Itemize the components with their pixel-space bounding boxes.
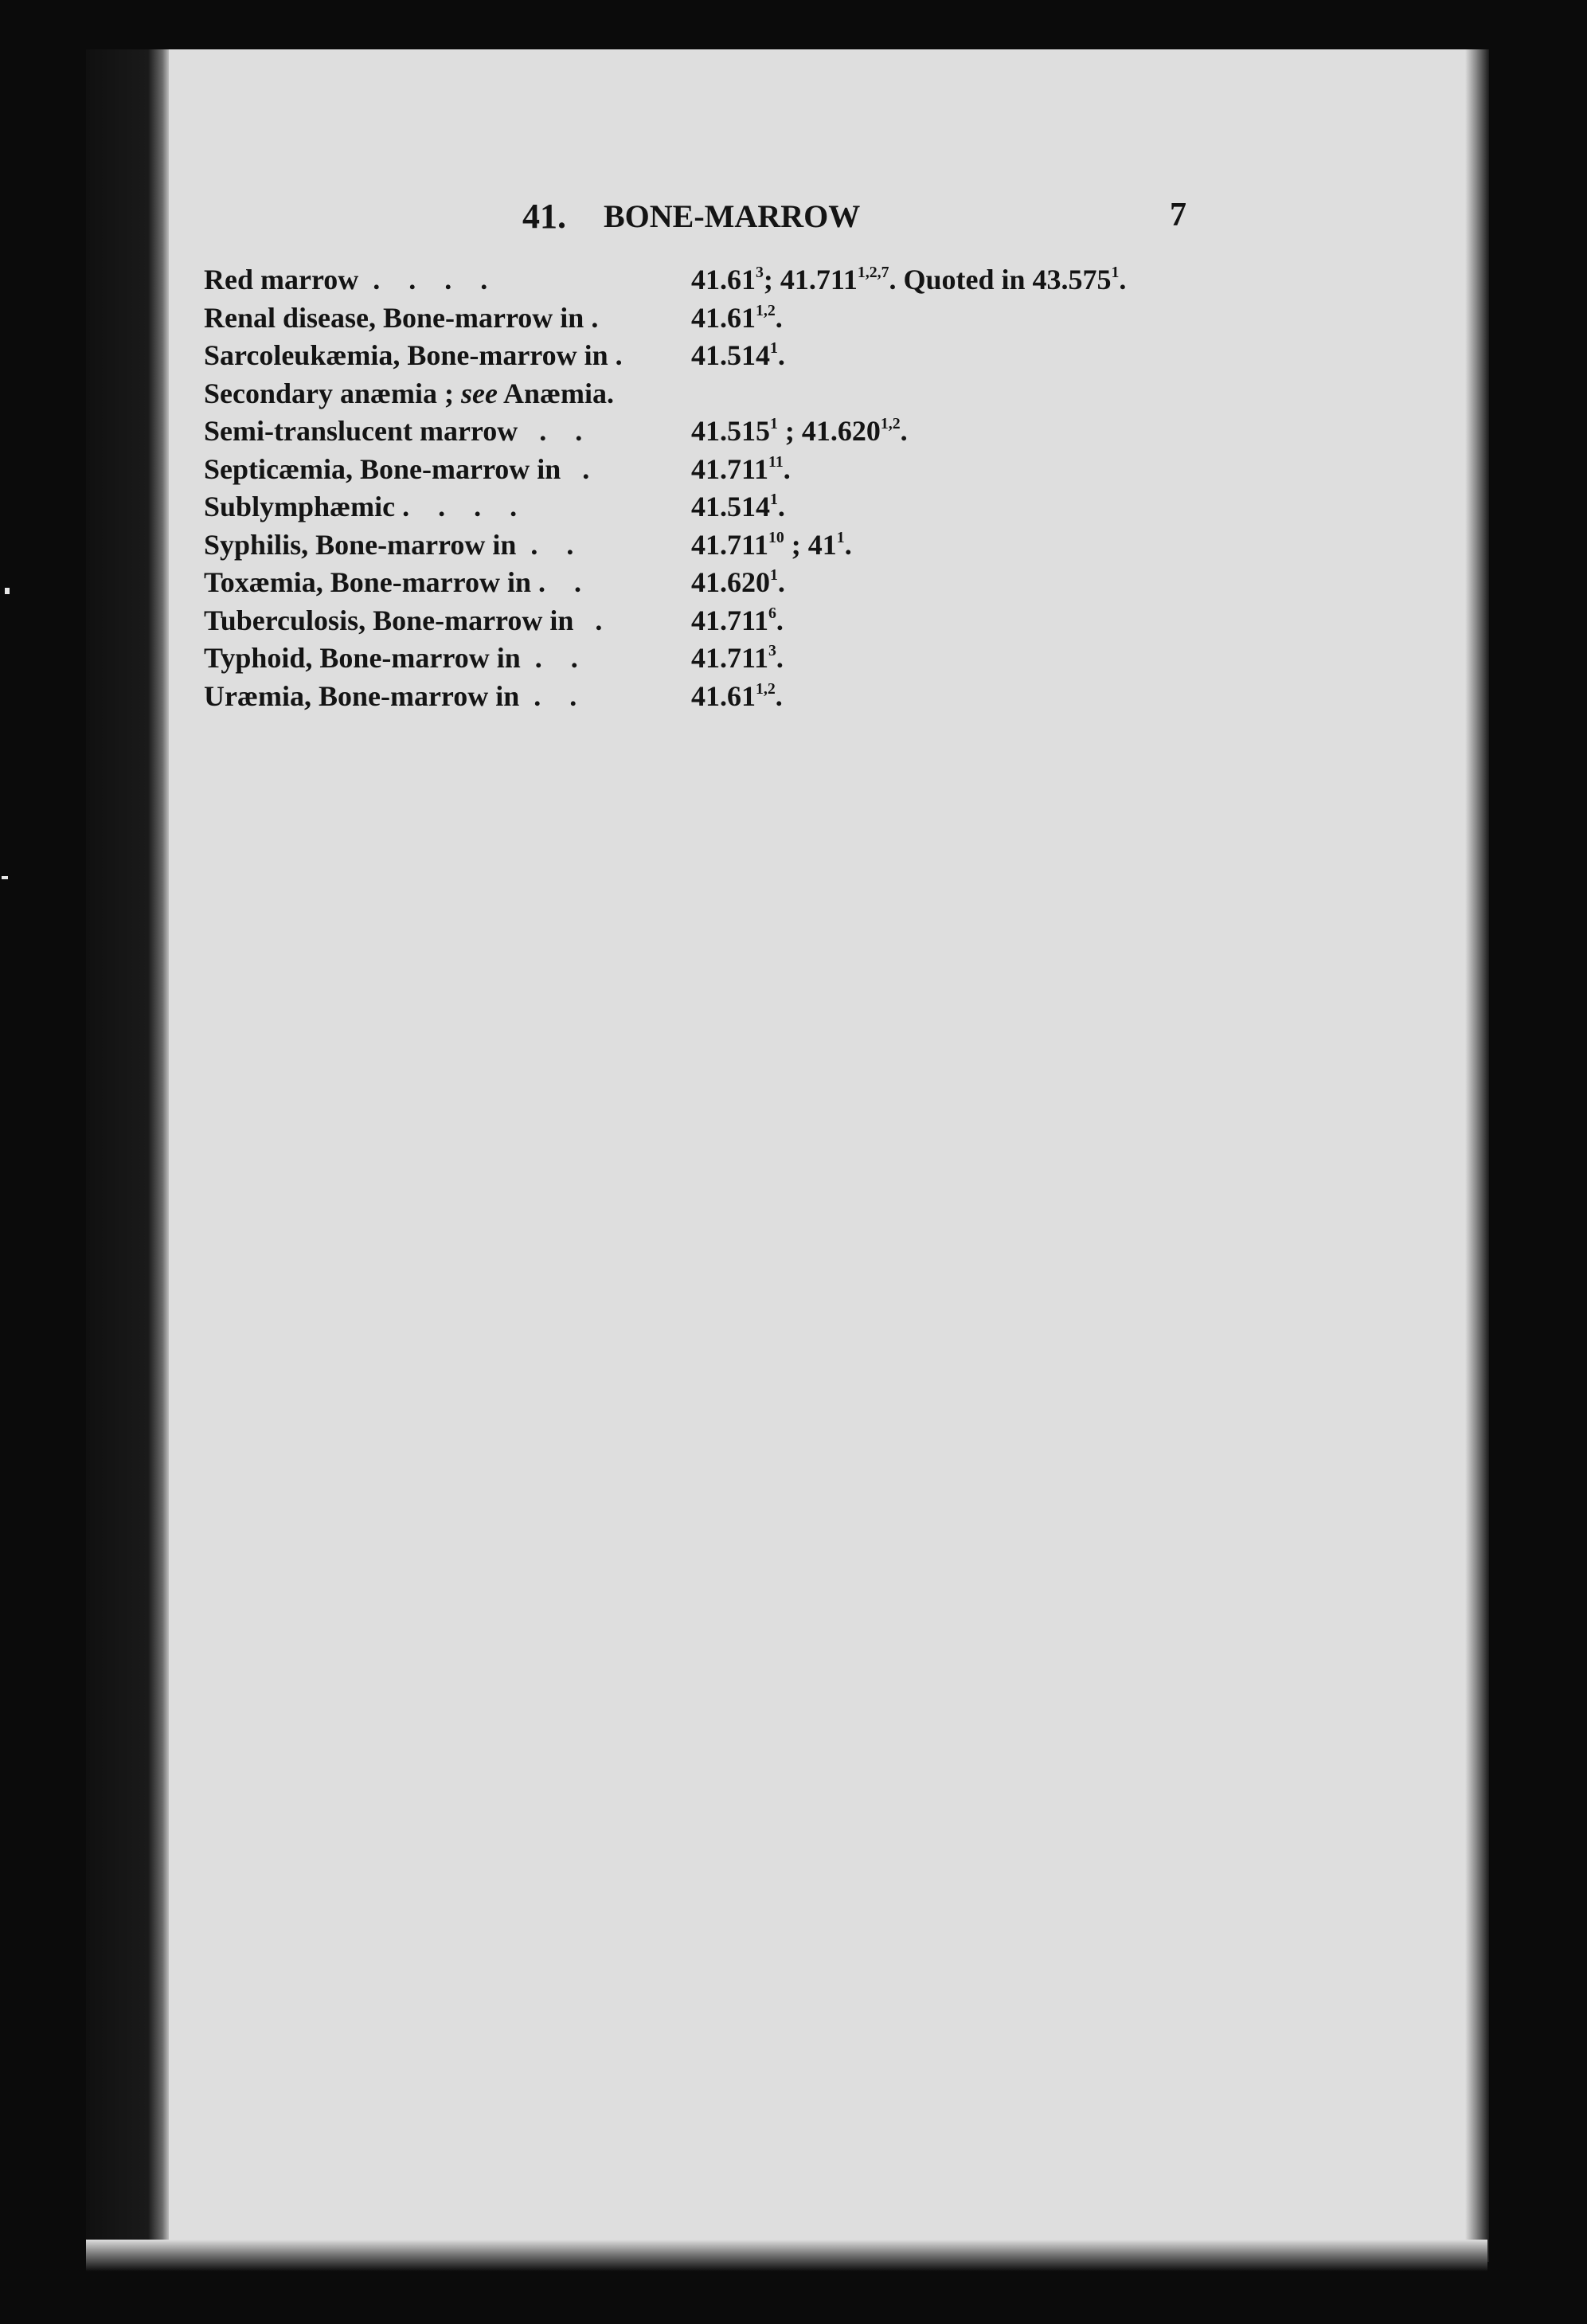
index-entry (204, 565, 1223, 604)
index-references (691, 338, 785, 372)
reference-text: . (783, 452, 791, 485)
dot-leader: . (584, 301, 599, 334)
dot-leader: . (561, 452, 590, 485)
term-text: Uræmia, Bone-marrow in (204, 679, 520, 712)
reference-text: . (777, 339, 785, 371)
reference-text: 41.515 (691, 415, 770, 447)
index-term (204, 679, 577, 713)
reference-text: 41.514 (691, 491, 770, 522)
index-entries (204, 263, 1223, 717)
page-right-edge (1465, 49, 1489, 2262)
reference-text: 41.711 (691, 528, 769, 561)
index-term (204, 414, 582, 448)
index-term (204, 604, 602, 637)
page-bottom-edge (86, 2240, 1487, 2271)
reference-text: . (775, 301, 783, 334)
index-term (204, 338, 623, 372)
reference-superscript: 1 (1111, 264, 1120, 282)
reference-text: ; 41.620 (777, 415, 881, 447)
index-references (691, 604, 784, 637)
reference-superscript: 11 (768, 452, 784, 471)
dot-leader: . (608, 339, 623, 371)
term-text: Semi-translucent marrow (204, 415, 518, 447)
index-entry (204, 641, 1223, 679)
reference-superscript: 1 (770, 339, 778, 358)
scan-speck (5, 588, 10, 594)
index-entry (204, 490, 1223, 528)
index-term (204, 528, 573, 561)
reference-text: . (777, 566, 785, 598)
reference-text: 41.514 (691, 339, 770, 371)
reference-text: . Quoted in 43.575 (889, 264, 1112, 295)
dot-leader: . . (531, 566, 582, 598)
term-text: Syphilis, Bone-marrow in (204, 528, 517, 561)
reference-text: . (1119, 264, 1127, 295)
term-text: Anæmia. (497, 377, 614, 409)
reference-superscript: 3 (756, 264, 764, 282)
index-term (204, 641, 578, 675)
index-references (691, 528, 852, 561)
term-text: Septicæmia, Bone-marrow in (204, 452, 561, 485)
reference-text: 41.711 (691, 604, 769, 636)
reference-text: ; 41.711 (763, 264, 858, 295)
section-number: 41. (522, 197, 566, 236)
reference-text: 41.711 (691, 452, 769, 485)
reference-text: 41.61 (691, 301, 756, 334)
index-entry (204, 414, 1223, 452)
index-entry (204, 338, 1223, 377)
section-title: BONE-MARROW (604, 198, 861, 234)
scan-speck (2, 876, 8, 879)
index-references (691, 679, 783, 713)
reference-text: 41.711 (691, 642, 769, 674)
reference-text: . (777, 491, 785, 522)
reference-text: 41.620 (691, 566, 770, 598)
index-entry (204, 604, 1223, 642)
index-references (691, 452, 791, 486)
term-text: Secondary anæmia ; (204, 377, 461, 409)
dot-leader: . . . . (358, 264, 488, 295)
reference-superscript: 6 (768, 604, 776, 622)
index-entry (204, 528, 1223, 566)
index-references (691, 641, 784, 675)
dot-leader: . (573, 604, 603, 636)
index-references (691, 565, 785, 599)
reference-superscript: 1,2,7 (857, 264, 889, 282)
index-term (204, 490, 517, 523)
term-text: Toxæmia, Bone-marrow in (204, 566, 532, 598)
reference-text: ; 41 (784, 528, 837, 561)
reference-text: . (900, 415, 908, 447)
index-term (204, 263, 487, 296)
reference-superscript: 1,2 (880, 415, 901, 433)
reference-superscript: 1 (770, 415, 778, 433)
dot-leader: . . (520, 642, 578, 674)
reference-text: . (775, 679, 783, 712)
reference-text: . (776, 642, 784, 674)
dot-leader: . . (518, 415, 583, 447)
page-number: 7 (1170, 197, 1186, 233)
index-term (204, 565, 581, 599)
term-text: Sarcoleukæmia, Bone-marrow in (204, 339, 608, 371)
term-see-reference: see (461, 377, 498, 409)
reference-superscript: 1,2 (756, 301, 776, 319)
index-entry (204, 263, 1223, 301)
reference-text: 41.61 (691, 679, 756, 712)
term-text: Sublymphæmic (204, 491, 396, 522)
term-text: Typhoid, Bone-marrow in (204, 642, 521, 674)
index-references (691, 301, 783, 335)
reference-text: . (844, 528, 852, 561)
index-entry (204, 452, 1223, 491)
index-entry (204, 679, 1223, 718)
index-entry (204, 301, 1223, 339)
index-term (204, 301, 598, 335)
index-references (691, 263, 1126, 296)
term-text: Red marrow (204, 264, 359, 295)
reference-superscript: 3 (768, 642, 776, 660)
dot-leader: . . (519, 679, 577, 712)
index-entry (204, 377, 1223, 415)
reference-superscript: 1,2 (756, 679, 776, 698)
term-text: Renal disease, Bone-marrow in (204, 301, 584, 334)
term-text: Tuberculosis, Bone-marrow in (204, 604, 574, 636)
dot-leader: . . (516, 528, 574, 561)
reference-superscript: 1 (770, 566, 778, 585)
index-term (204, 377, 614, 410)
index-references (691, 490, 785, 523)
index-term (204, 452, 589, 486)
reference-superscript: 1 (770, 491, 778, 509)
reference-superscript: 1 (836, 528, 845, 546)
page-header (510, 196, 1186, 244)
dot-leader: . . . . (395, 491, 518, 522)
reference-superscript: 10 (768, 528, 784, 546)
reference-text: . (776, 604, 784, 636)
index-references (691, 414, 908, 448)
page-spine-shadow (86, 49, 169, 2262)
reference-text: 41.61 (691, 264, 756, 295)
